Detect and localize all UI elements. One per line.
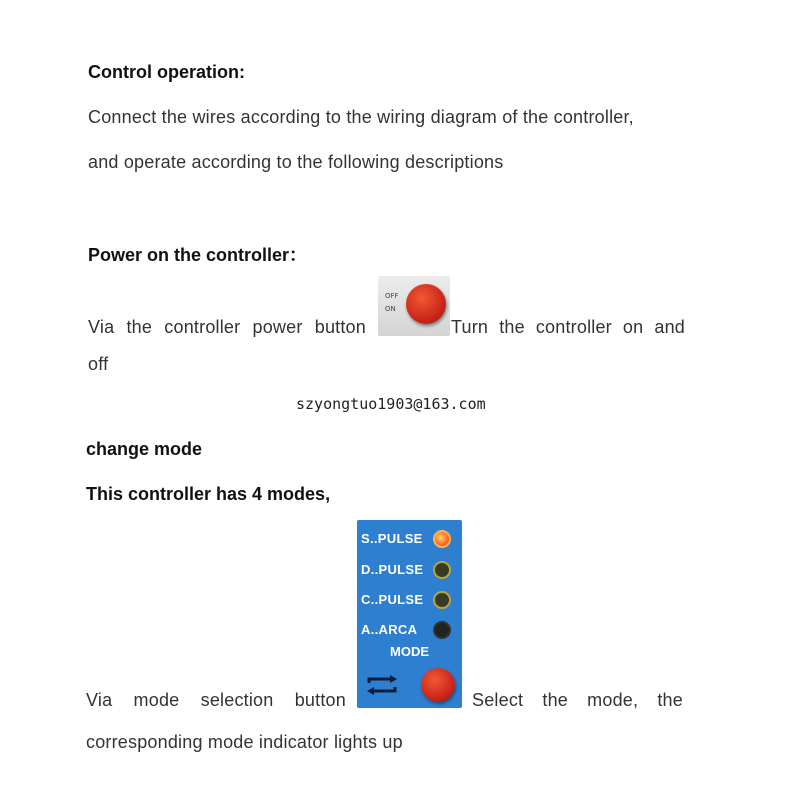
indicator-led-off-icon xyxy=(433,591,451,609)
word: power xyxy=(252,317,303,337)
word: Turn xyxy=(451,317,489,337)
word: button xyxy=(294,690,346,710)
control-operation-line-2: and operate according to the following descriptions xyxy=(88,152,504,172)
mode-label: S..PULSE xyxy=(361,531,423,546)
indicator-led-off-icon xyxy=(433,561,451,579)
word: mode xyxy=(133,690,180,710)
word: controller xyxy=(164,317,241,337)
word: selection xyxy=(200,690,274,710)
mode-row-a-arca xyxy=(361,619,457,641)
mode-label: D..PULSE xyxy=(361,562,424,577)
control-operation-heading: Control operation: xyxy=(88,62,245,82)
mode-row-c-pulse xyxy=(361,589,457,611)
on-label: ON xyxy=(385,305,396,313)
word: controller xyxy=(535,317,612,337)
word: mode, xyxy=(587,690,639,710)
power-line-1-before xyxy=(88,317,366,338)
power-knob xyxy=(406,284,446,324)
change-mode-heading: change mode xyxy=(86,439,203,459)
indicator-led-dark-icon xyxy=(433,621,451,639)
word: the xyxy=(657,690,683,710)
word: on xyxy=(622,317,644,337)
word: the xyxy=(499,317,525,337)
mode-panel xyxy=(357,520,462,708)
word: the xyxy=(542,690,569,710)
mode-line-2: corresponding mode indicator lights up xyxy=(86,732,403,752)
control-operation-line-1: Connect the wires according to the wiring diagram of the controller, xyxy=(88,107,634,127)
power-on-heading: Power on the controller： xyxy=(88,245,308,265)
modes-count-heading: This controller has 4 modes, xyxy=(86,484,331,504)
mode-row-s-pulse xyxy=(361,528,457,550)
indicator-led-on-icon xyxy=(433,530,451,548)
mode-row-d-pulse xyxy=(361,559,457,581)
watermark-email: szyongtuo1903@163.com xyxy=(296,395,486,413)
word: the xyxy=(126,317,153,337)
word: button xyxy=(314,317,366,337)
mode-line-1-before xyxy=(86,690,346,711)
word: and xyxy=(654,317,685,337)
mode-label: A..ARCA xyxy=(361,622,418,637)
power-line-2: off xyxy=(88,354,109,374)
off-label: OFF xyxy=(385,292,399,300)
cycle-arrows-icon xyxy=(365,674,399,696)
word: Via xyxy=(86,690,113,710)
mode-label: C..PULSE xyxy=(361,592,424,607)
mode-title: MODE xyxy=(390,644,429,659)
word: Via xyxy=(88,317,115,337)
mode-select-knob xyxy=(421,668,455,702)
word: Select xyxy=(472,690,524,710)
mode-line-1-after xyxy=(472,690,683,711)
power-line-1-after xyxy=(451,317,685,338)
power-toggle-icon xyxy=(378,276,450,336)
